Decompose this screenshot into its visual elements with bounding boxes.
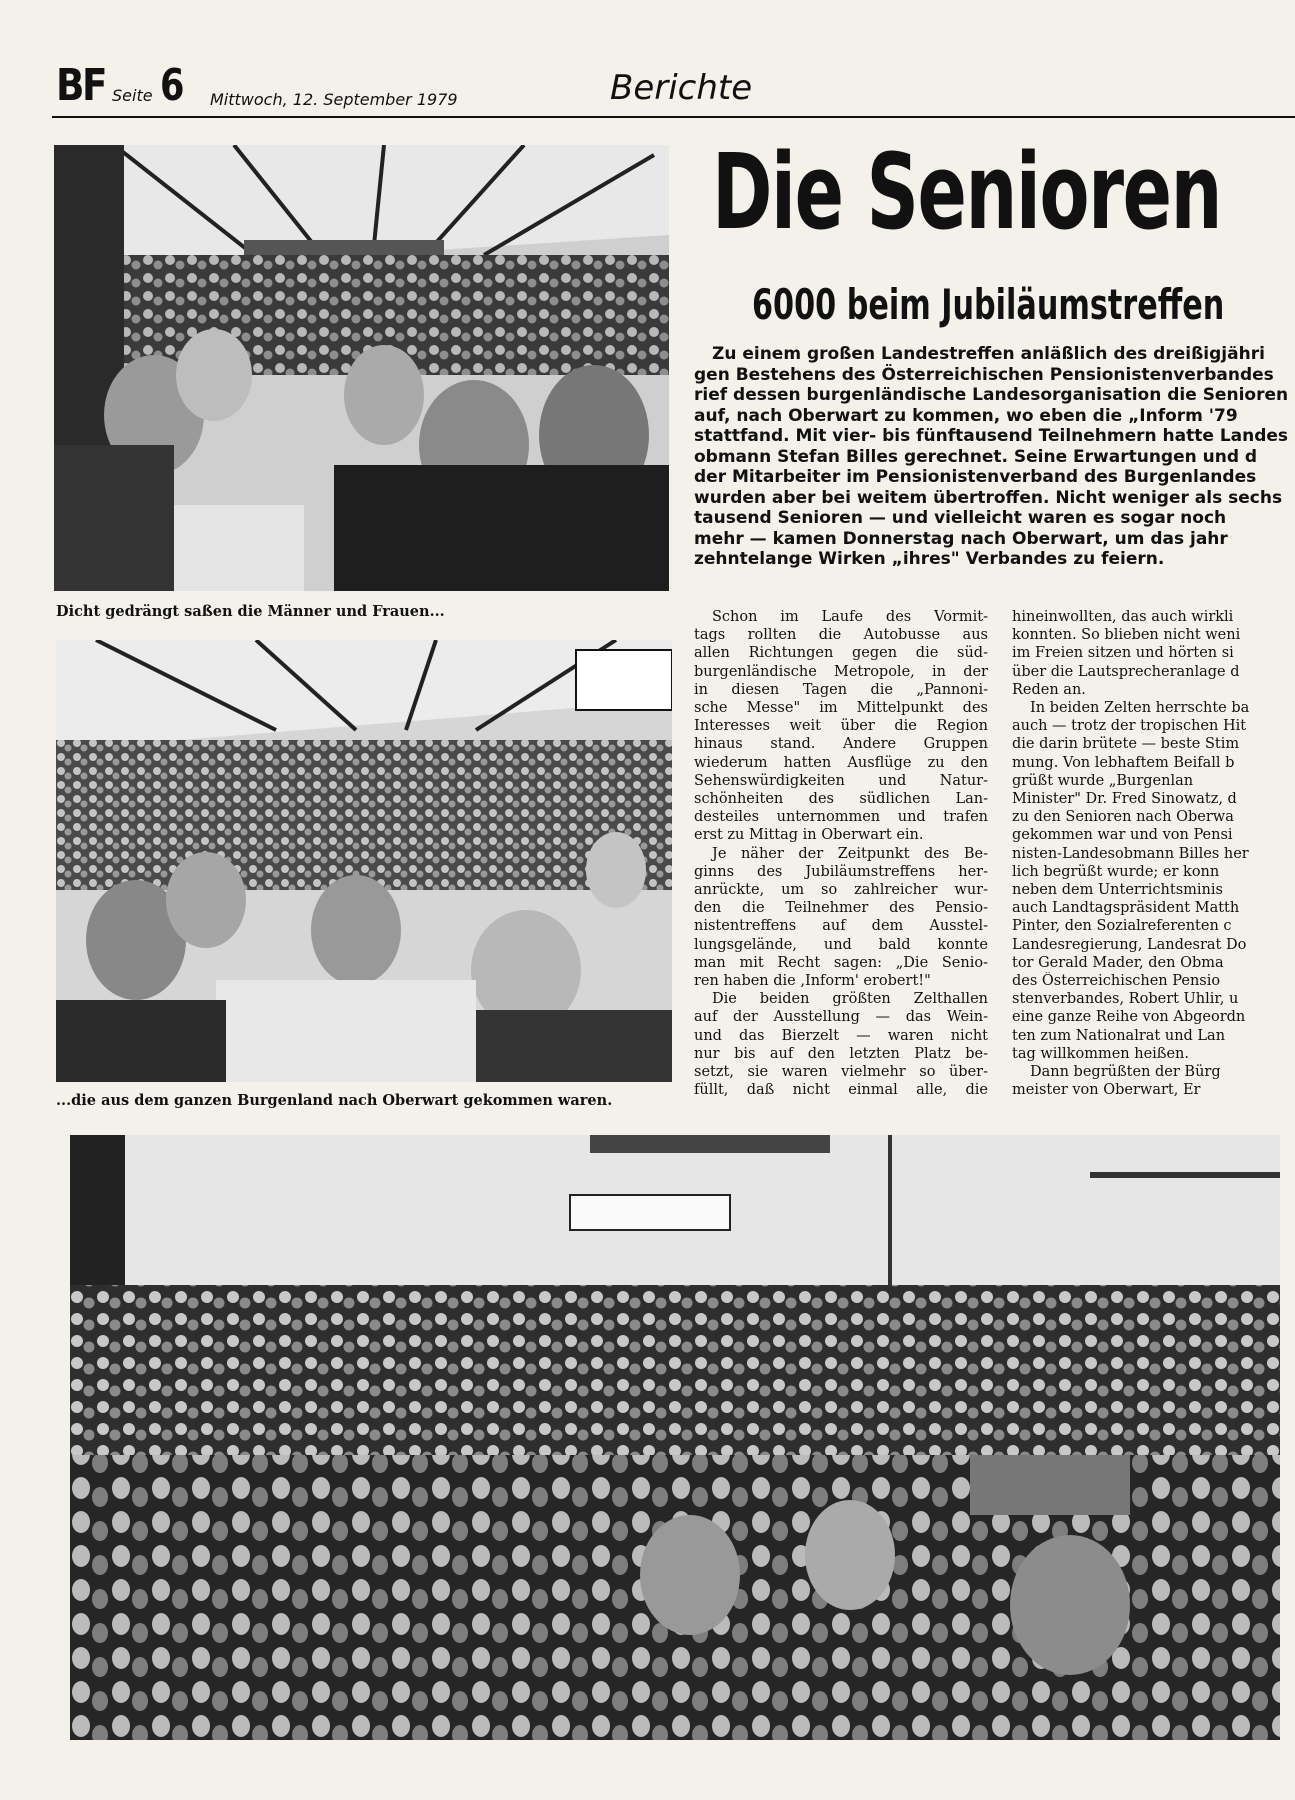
lead-line: zehntelange Wirken „ihres" Verbandes zu feiern. — [694, 549, 1165, 569]
body-line: tags rollten die Autobusse aus — [694, 627, 988, 644]
body-line: Interesses weit über die Region — [694, 718, 988, 735]
body-line: hineinwollten, das auch wirkli — [1012, 609, 1234, 625]
article-column-1 — [694, 608, 988, 1099]
lead-line: auf, nach Oberwart zu kommen, wo eben die „Inform '79 — [694, 405, 1238, 426]
body-line: stenverbandes, Robert Uhlir, u — [1012, 991, 1239, 1008]
body-line: Reden an. — [1012, 681, 1086, 698]
body-line: gekommen war und von Pensi — [1012, 827, 1233, 844]
body-line: ren haben die ‚Inform' erobert!" — [694, 973, 931, 990]
body-line: tag willkommen heißen. — [1012, 1045, 1190, 1062]
body-line: allen Richtungen gegen die süd- — [694, 645, 988, 662]
body-line: lungsgelände, und bald konnte — [694, 936, 988, 953]
body-line: eine ganze Reihe von Abgeordn — [1012, 1009, 1246, 1026]
lead-line: gen Bestehens des Österreichischen Pensionistenverbandes — [694, 364, 1274, 385]
lead-line: rief dessen burgenländische Landesorganisation die Senioren — [694, 385, 1289, 405]
body-line: anrückte, um so zahlreicher wur- — [694, 882, 988, 899]
body-line: grüßt wurde „Burgenlan — [1012, 772, 1194, 789]
body-line: ginns des Jubiläumstreffens her- — [694, 863, 988, 880]
body-line: in diesen Tagen die „Pannoni- — [694, 681, 988, 698]
section-title: Berichte — [610, 68, 753, 108]
photo-outdoor-crowd — [70, 1135, 1280, 1740]
body-line: Landesregierung, Landesrat Do — [1012, 936, 1247, 953]
lead-line: der Mitarbeiter im Pensionistenverband des Burgenlandes — [694, 467, 1257, 487]
body-line: auch Landtagspräsident Matth — [1012, 900, 1240, 917]
photo-tent-crowd-wide — [56, 640, 672, 1082]
body-line: des Österreichischen Pensio — [1012, 973, 1221, 990]
article-subheadline: 6000 beim Jubiläumstreffen — [752, 280, 1225, 329]
body-line: tor Gerald Mader, den Obma — [1012, 954, 1224, 971]
body-line: Sehenswürdigkeiten und Natur- — [694, 772, 988, 789]
body-line: schönheiten des südlichen Lan- — [694, 791, 988, 808]
lead-line: tausend Senioren — und vielleicht waren es sogar noch — [694, 508, 1227, 528]
body-line: und das Bierzelt — waren nicht — [694, 1027, 988, 1044]
body-line: Dann begrüßten der Bürg — [1030, 1064, 1221, 1081]
body-line: auch — trotz der tropischen Hit — [1012, 718, 1247, 735]
body-line: den die Teilnehmer des Pensio- — [694, 900, 988, 917]
body-line: konnten. So blieben nicht weni — [1012, 627, 1241, 644]
body-line: zu den Senioren nach Oberwa — [1012, 809, 1234, 826]
body-line: über die Lautsprecheranlage d — [1012, 663, 1240, 680]
body-line: man mit Recht sagen: „Die Senio- — [694, 954, 988, 971]
body-line: wiederum hatten Ausflüge zu den — [694, 754, 988, 771]
body-line: hinaus stand. Andere Gruppen — [694, 736, 988, 753]
body-line: nistentreffens auf dem Ausstel- — [694, 918, 988, 935]
article-lead — [694, 344, 1294, 570]
body-line: Schon im Laufe des Vormit- — [712, 609, 988, 625]
body-line: burgenländische Metropole, in der — [694, 663, 988, 680]
article-column-2 — [1012, 608, 1295, 1099]
header-rule — [52, 116, 1295, 118]
body-line: Die beiden größten Zelthallen — [712, 991, 988, 1008]
lead-line: stattfand. Mit vier- bis fünftausend Teilnehmern hatte Landes — [694, 426, 1289, 446]
photo1-caption: Dicht gedrängt saßen die Männer und Frauen... — [56, 603, 445, 620]
body-line: füllt, daß nicht einmal alle, die — [694, 1082, 988, 1099]
lead-line: mehr — kamen Donnerstag nach Oberwart, um das jahr — [694, 528, 1228, 549]
lead-line: wurden aber bei weitem übertroffen. Nicht weniger als sechs — [694, 487, 1283, 508]
article-headline: Die Senioren — [712, 131, 1222, 253]
body-line: sche Messe" im Mittelpunkt des — [694, 700, 988, 717]
body-line: ten zum Nationalrat und Lan — [1012, 1027, 1226, 1044]
photo-tent-crowd-closeup — [54, 145, 669, 591]
lead-line: Zu einem großen Landestreffen anläßlich des dreißigjähri — [712, 344, 1265, 364]
body-line: neben dem Unterrichtsminis — [1012, 882, 1223, 899]
body-line: mung. Von lebhaftem Beifall b — [1012, 754, 1235, 771]
body-line: setzt, sie waren vielmehr so über- — [694, 1064, 988, 1081]
body-line: Minister" Dr. Fred Sinowatz, d — [1012, 791, 1237, 808]
page-header — [56, 56, 1281, 116]
body-line: lich begrüßt wurde; er konn — [1012, 863, 1220, 880]
seite-label: Seite — [112, 86, 153, 105]
body-line: meister von Oberwart, Er — [1012, 1082, 1201, 1099]
body-line: desteiles unternommen und trafen — [694, 809, 988, 826]
newspaper-logo: BF — [56, 60, 105, 111]
issue-date: Mittwoch, 12. September 1979 — [210, 90, 458, 109]
body-line: Je näher der Zeitpunkt des Be- — [712, 845, 988, 862]
body-line: nisten-Landesobmann Billes her — [1012, 845, 1249, 862]
body-line: erst zu Mittag in Oberwart ein. — [694, 827, 924, 844]
lead-line: obmann Stefan Billes gerechnet. Seine Erwartungen und d — [694, 446, 1258, 467]
body-line: Pinter, den Sozialreferenten c — [1012, 918, 1232, 935]
page-number: 6 — [160, 60, 185, 111]
body-line: die darin brütete — beste Stim — [1012, 736, 1240, 753]
photo2-caption: ...die aus dem ganzen Burgenland nach Oberwart gekommen waren. — [56, 1092, 613, 1109]
body-line: auf der Ausstellung — das Wein- — [694, 1009, 988, 1026]
body-line: im Freien sitzen und hörten si — [1012, 645, 1234, 662]
body-line: In beiden Zelten herrschte ba — [1030, 700, 1250, 717]
body-line: nur bis auf den letzten Platz be- — [694, 1045, 988, 1062]
